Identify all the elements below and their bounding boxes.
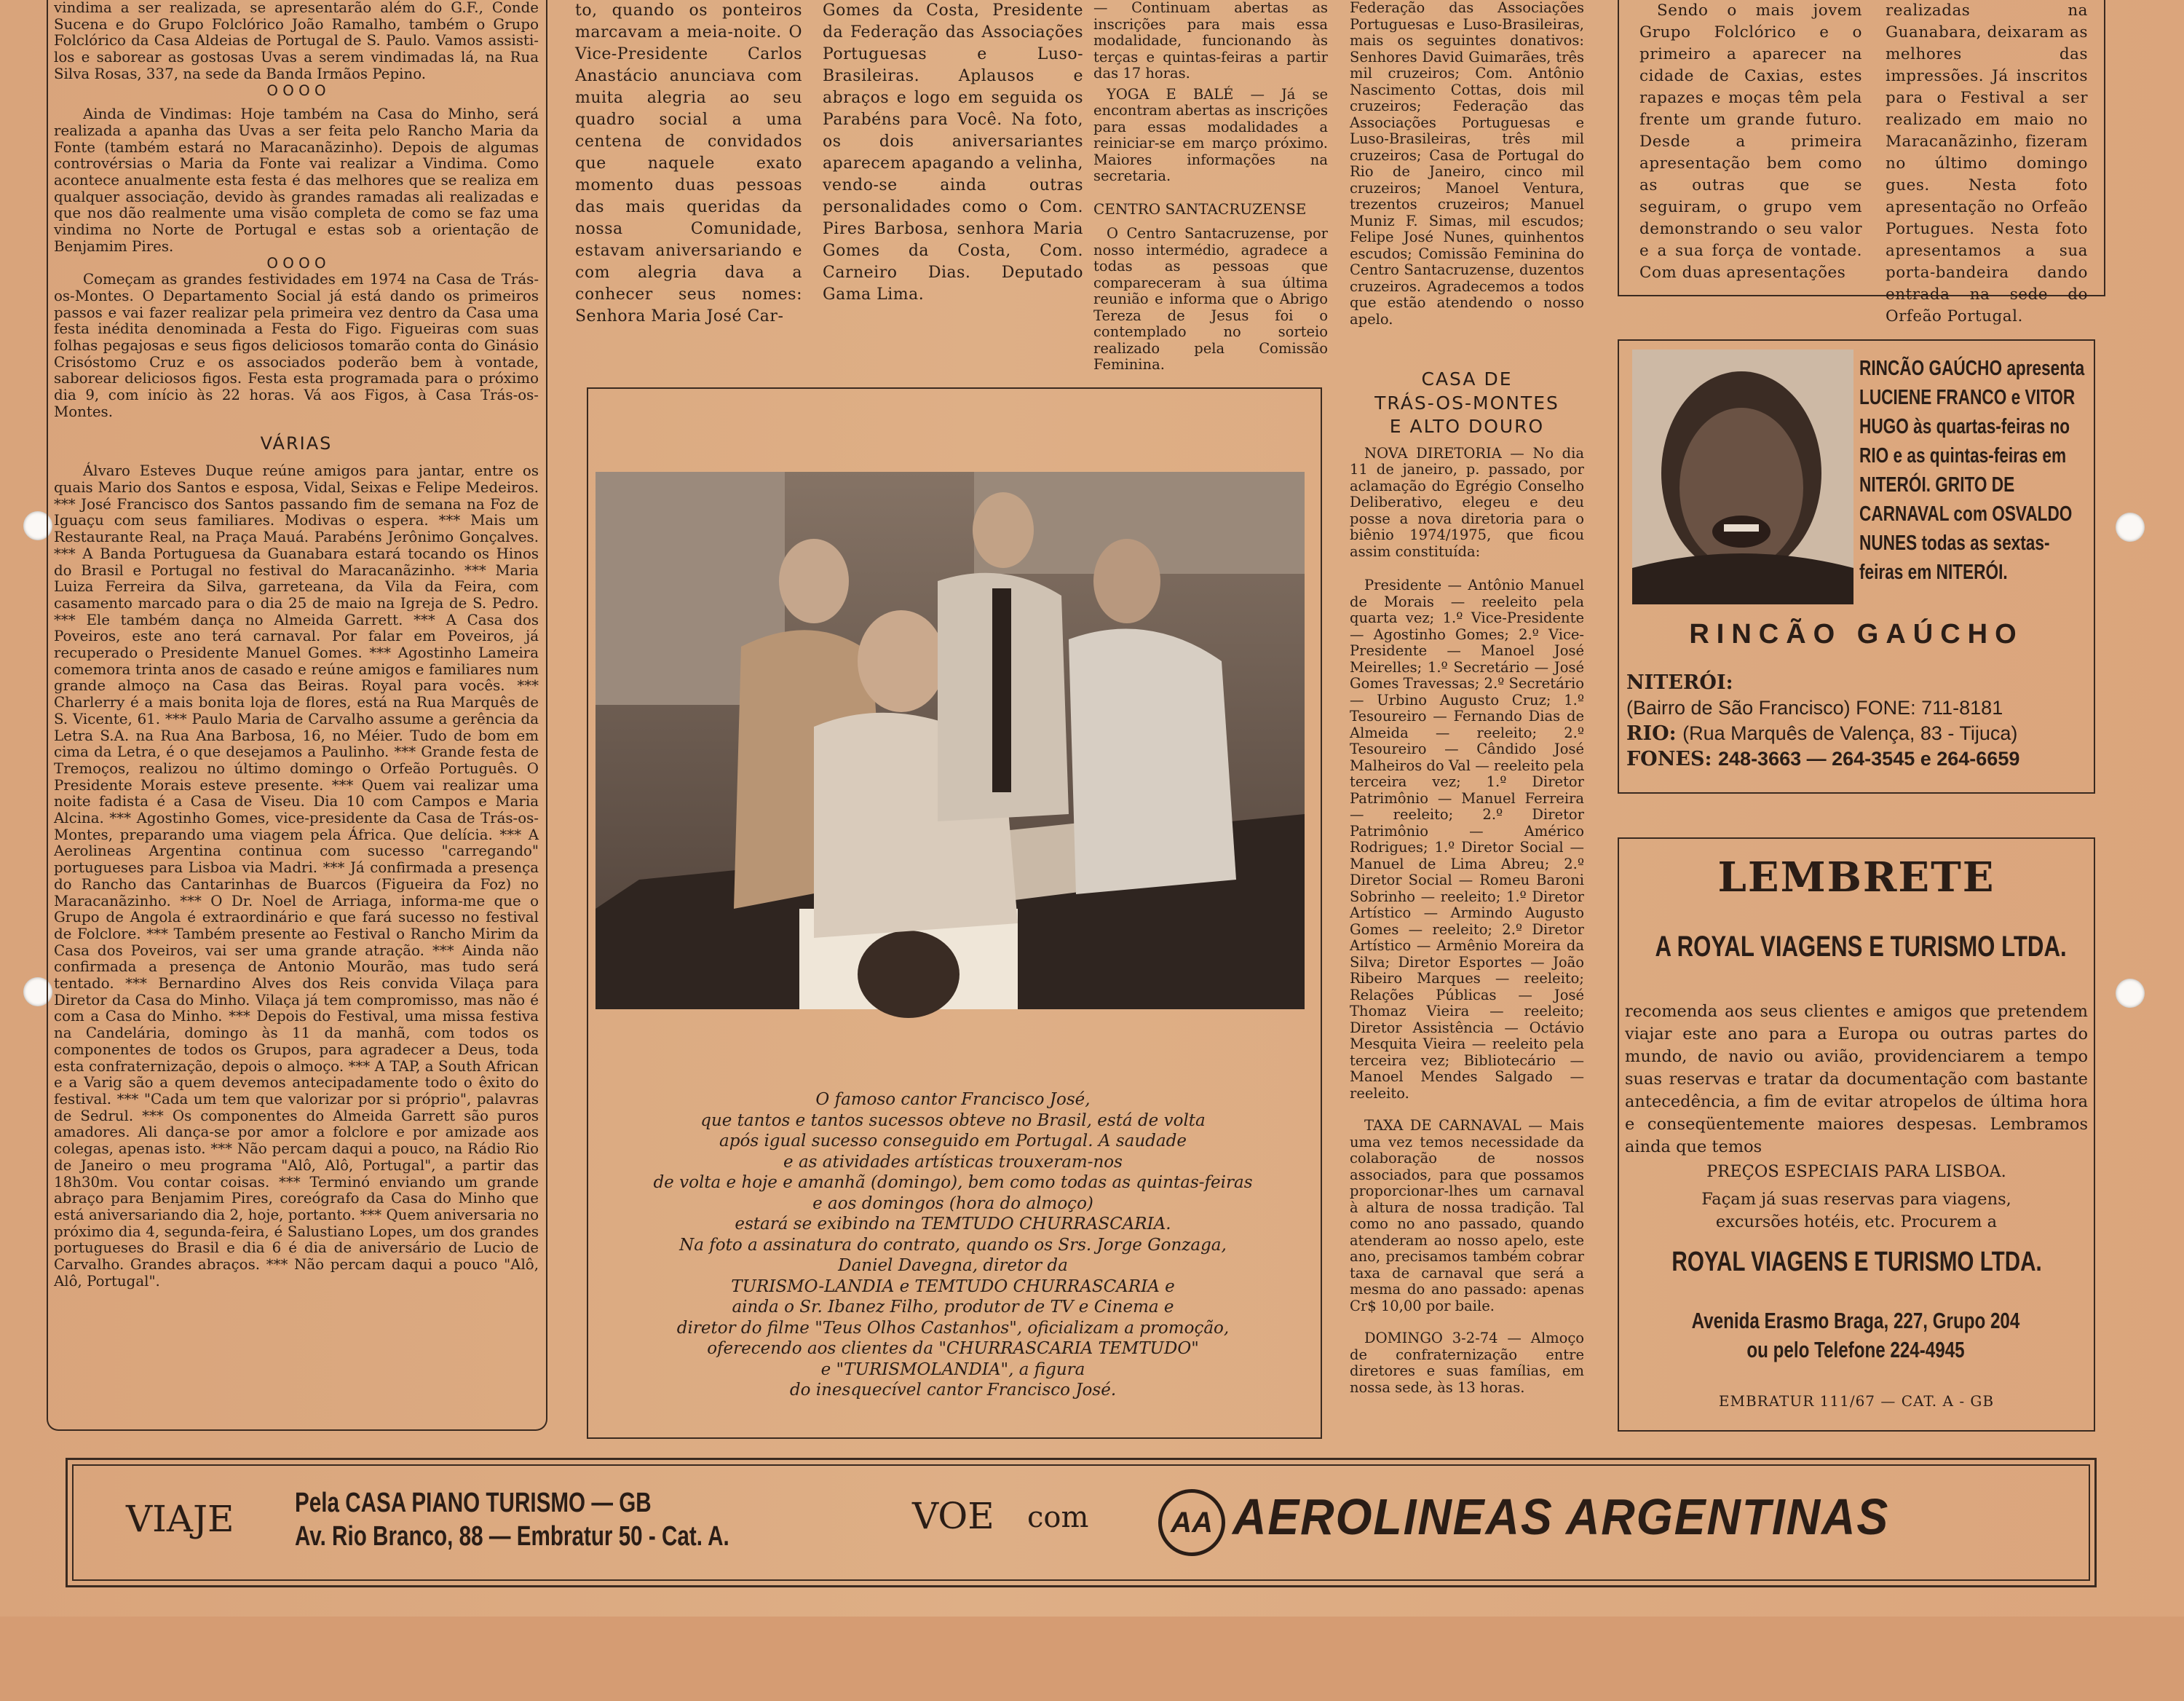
article-column-1	[54, 0, 539, 1405]
paragraph: realizadas na Guanabara, deixaram as melhores das impressões. Já inscritos para o Festival a ser realizado em maio no Maracanãzinho, fizeram no último domingo gues. Nesta foto apresentação no Orfeão Portugues. Nesta foto apresentamos a sua porta-bandeira dando entrada na sede do Orfeão Portugal.	[1886, 1, 2088, 325]
address-line-1: Avenida Erasmo Braga, 227, Grupo 204	[1691, 1308, 2020, 1333]
section-heading: CENTRO SANTACRUZENSE	[1093, 200, 1307, 218]
caption-line: diretor do filme "Teus Olhos Castanhos", oficializam a promoção,	[676, 1318, 1230, 1338]
special-prices: PREÇOS ESPECIAIS PARA LISBOA.	[1706, 1162, 2006, 1181]
section-heading: CASA DE	[1421, 368, 1513, 390]
section-heading: TRÁS-OS-MONTES	[1374, 392, 1559, 414]
article-column-3	[823, 0, 1083, 342]
photo-image	[596, 472, 1305, 1009]
promo-text: RINCÃO GAÚCHO apresenta LUCIENE FRANCO e VITOR HUGO às quartas-feiras no RIO e as quintas-feiras em NITERÓI. GRITO DE CARNAVAL com OSVALDO NUNES todas as sextas-feiras em NITERÓI.	[1859, 357, 2085, 584]
caption-line: O famoso cantor Francisco José,	[815, 1090, 1091, 1109]
niteroi-label: NITERÓI:	[1626, 671, 1733, 694]
caption-line: ainda o Sr. Ibanez Filho, produtor de TV e Cinema e	[732, 1298, 1174, 1317]
caption-line: Daniel Davegna, diretor da	[838, 1256, 1068, 1275]
caption-line: após igual sucesso conseguido em Portugal. A saudade	[719, 1132, 1187, 1151]
paragraph: Sendo o mais jovem Grupo Folclórico e o primeiro a aparecer na cidade de Caxias, estes rapazes e moças têm pela frente um grande futuro. Desde a primeira apresentação bem como as outras que se seguiram, o grupo vem demonstrando o seu valor e a sua força de vontade. Com duas apresentações	[1639, 1, 1862, 282]
com-label: com	[1027, 1501, 1089, 1534]
paragraph: Álvaro Esteves Duque reúne amigos para jantar, entre os quais Mario dos Santos e esposa, Vidal, Seixas e Felipe Medeiros. *** José Francisco dos Santos passando fim de semana na Foz de Iguaçu com seus familiares. Modivas o espera. *** Mais um Restaurante Real, na Praça Mauá. Parabéns Jerônimo Gonçalves. *** A Banda Portuguesa da Guanabara estará tocando os Hinos do Brasil e Portugal no festival do Maracanãzinho. *** Maria Luiza Ferreira da Silva, garreteana, da Vila da Feira, com casamento marcado para o dia 25 de maio na Igreja de S. Pedro. *** Ele também dança no Almeida Garrett. *** A Casa dos Poveiros, este ano terá carnaval. Por falar em Poveiros, já recuperado o Presidente Manuel Gomes. *** Agostinho Lameira comemora trinta anos de casado e reúne amigos e familiares num grande almoço na Casa das Beiras. Royal para vocês. *** Charlerry é a mais bonita loja de flores, está na Rua Marquês de S. Vicente, 61. *** Paulo Maria de Carvalho assume a gerência da Letra S.A. na Rua Ana Barbosa, 16, no Méier. Tudo de bom em cima da Letra, é o que desejamos a Paulinho. *** Grande festa de Tremoços, realizou no último domingo o Orfeão Português. O Presidente Morais esteve presente. *** Quem vai realizar uma noite fadista é a Casa de Viseu. Dia 10 com Campos e Maria Alcina. *** Agostinho Gomes, vice-presidente da Casa de Trás-os-Montes, preparando uma viagem pela África. Que delícia. *** A Aerolineas Argentina continua com sucesso "carregando" portugueses para Lisboa via Madri. *** Já confirmada a presença do Rancho das Cantarinhas de Buarcos (Figueira da Foz) no Maracanãzinho. *** O Dr. Noel de Arriaga, informa-me que o Grupo de Angola é extraordinário e que fará sucesso no festival de Folclore. *** Também presente ao Festival o Rancho Mirim da Casa dos Poveiros, vai ser uma grande atração. *** Ainda não confirmada a presença de Antonio Mourão, mas tudo será tentado. *** Bernardino Alves dos Reis convida Vilaça para Diretor da Casa do Minho. Vilaça já tem compromisso, mas não é com a Casa do Minho. *** Depois do Festival, uma missa festiva na Candelária, domingo às 11 da manhã, com todos os componentes de todos os Grupos, para agradecer a Deus, toda esta confraternização, depois o almoço. *** A TAP, a South African e a Varig são a quem devemos antecipadamente todo o êxito do festival. *** "Cada um tem que valorizar por si próprio", palavras de Sedrul. *** Os componentes do Almeida Garrett são puros amadores. Ali dança-se por amor a folclore e por amizade aos colegas, apenas isto. *** Não percam daqui a pouco, na Rádio Rio de Janeiro o meu programa "Alô, Alô, Portugal", a partir das 18h30m. Vou contar coisas. *** Terminó enviando um grande abraço para Benjamim Pires, coreógrafo da Casa do Minho que está aniversariando dia 2, hoje, portanto. *** Quem aniversaria no próximo dia 4, segunda-feira, é Salustiano Lopes, um dos grandes portugueses do Brasil e dia 6 é dia de aniversário de Lucio de Carvalho. Grandes abraços. *** Não percam daqui a pouco "Alô, Alô, Portugal".	[54, 462, 539, 1290]
photo-caption	[596, 1089, 1310, 1401]
paragraph: Federação das Associações Portuguesas e Luso-Brasileiras, mais os seguintes donativos: Senhores David Guimarães, três mil cruzeiros; Com. Antônio Nascimento Cottas, dois mil cruzeiros; Federação das Associações Portuguesas e Luso-Brasileiras, três mil cruzeiros; Casa de Portugal do Rio de Janeiro, cinco mil cruzeiros; Manoel Ventura, trezentos cruzeiros; Manuel Muniz F. Simas, mil escudos; Felipe José Nunes, quinhentos escudos; Comissão Feminina do Centro Santacruzense, duzentos cruzeiros. Agradecemos a todos que estão atendendo o nosso apelo.	[1350, 0, 1584, 328]
company-name-2: ROYAL VIAGENS E TURISMO LTDA.	[1671, 1247, 2042, 1277]
ad-royal-viagens	[1618, 837, 2095, 1432]
voe-label: VOE	[912, 1495, 994, 1537]
ad-body: recomenda aos seus clientes e amigos que pretendem viajar este ano para a Europa ou outras partes do mundo, de navio ou avião, providenciarem a tempo suas reservas e tratar da documentação com bastante antecedência, a fim de evitar atropelos de última hora e conseqüentemente maiores despesas. Lembramos ainda que temos	[1625, 1002, 2088, 1156]
binder-hole	[2116, 979, 2145, 1008]
binder-hole	[2116, 513, 2145, 542]
article-column-7	[1886, 0, 2088, 325]
airline-name: AEROLINEAS ARGENTINAS	[1233, 1488, 1890, 1545]
paragraph: YOGA E BALÉ — Já se encontram abertas as inscrições para essas modalidades a reiniciar-se em março próximo. Maiores informações na secretaria.	[1093, 85, 1328, 184]
paragraph: vindima a ser realizada, se apresentarão além do G.F., Conde Sucena e do Grupo Folclórico João Ramalho, também o Grupo Folclórico da Casa Aldeias de Portugal de S. Paulo. Vamos assisti-los e saborear as gostosas Uvas a serem vindimadas lá, na Rua Silva Rosas, 337, na sede da Banda Irmãos Pepino.	[54, 0, 539, 82]
article-column-4	[1093, 0, 1328, 373]
separator: O O O O	[266, 82, 326, 99]
paragraph: NOVA DIRETORIA — No dia 11 de janeiro, p. passado, por aclamação do Egrégio Conselho Deliberativo, elegeu e deu posse a nova diretoria para o biênio 1974/1975, que ficou assim constituída:	[1350, 444, 1584, 560]
paragraph: Gomes da Costa, Presidente da Federação das Associações Portuguesas e Luso-Brasileiras. Aplausos e abraços e logo em seguida os Parabéns para Você. Na foto, os dois aniversariantes aparecem apagando a velinha, vendo-se ainda outras personalidades como o Com. Pires Barbosa, senhora Maria Gomes da Costa, Com. Carneiro Dias. Deputado Gama Lima.	[823, 1, 1083, 304]
article-column-6	[1639, 0, 1862, 285]
ad-body-2: Façam já suas reservas para viagens, excursões hotéis, etc. Procurem a	[1701, 1190, 2011, 1231]
agency-line-2: Av. Rio Branco, 88 — Embratur 50 - Cat. A.	[295, 1521, 729, 1552]
aerolineas-logo-icon: AA	[1158, 1489, 1225, 1556]
paragraph: TAXA DE CARNAVAL — Mais uma vez temos necessidade da colaboração de nossos associados, para que possamos proporcionar-lhes um carnaval à altura de nossa tradição. Tal como no ano passado, quando atenderam ao nosso apelo, este ano, precisamos também cobrar taxa de carnaval que será a mesma do ano passado: apenas Cr$ 10,00 por baile.	[1350, 1117, 1584, 1314]
company-name: A ROYAL VIAGENS E TURISMO LTDA.	[1655, 931, 2067, 963]
caption-line: do inesquecível cantor Francisco José.	[789, 1381, 1117, 1400]
caption-line: oferecendo aos clientes da "CHURRASCARIA TEMTUDO"	[707, 1339, 1199, 1358]
paragraph: DOMINGO 3-2-74 — Almoço de confraternização entre diretores e suas famílias, em nossa sede, às 13 horas.	[1350, 1330, 1584, 1396]
article-column-5	[1350, 0, 1584, 1442]
caption-line: de volta e hoje e amanhã (domingo), bem como todas as quintas-feiras	[653, 1173, 1253, 1192]
contact-block	[1626, 670, 2092, 772]
section-heading: E ALTO DOURO	[1389, 416, 1545, 437]
caption-line: e "TURISMOLANDIA", a figura	[820, 1359, 1085, 1379]
paragraph: — Continuam abertas as inscrições para mais essa modalidade, funcionando às terças e quintas-feiras a partir das 17 horas.	[1093, 0, 1328, 82]
rio-label: RIO:	[1626, 722, 1677, 745]
paragraph: Ainda de Vindimas: Hoje também na Casa do Minho, será realizada a apanha das Uvas a ser feita pelo Rancho Maria da Fonte (também estará no Maracanãzinho). Depois de algumas controvérsias o Maria da Fonte vai realizar a Vindima. Como acontece anualmente esta festa é das melhores que se realiza em qualquer associação, devido às grandes ramadas ali realizadas e que nos dão realmente uma visão completa de como se faz uma vindima no Norte de Portugal e estas sob a orientação de Benjamim Pires.	[54, 106, 539, 255]
ad-title: LEMBRETE	[1717, 853, 1995, 901]
rio-address: (Rua Marquês de Valença, 83 - Tijuca)	[1682, 722, 2018, 744]
section-heading: VÁRIAS	[260, 433, 333, 454]
caption-line: e aos domingos (hora do almoço)	[812, 1193, 1093, 1213]
article-column-2	[575, 0, 802, 342]
fones-label: FONES:	[1626, 748, 1712, 770]
viaje-label: VIAJE	[126, 1498, 234, 1540]
ad-aerolineas-argentinas	[66, 1458, 2097, 1587]
address-block	[1657, 1306, 2054, 1365]
caption-line: e as atividades artísticas trouxeram-nos	[783, 1152, 1123, 1172]
separator: O O O O	[266, 254, 326, 272]
singer-image	[1632, 350, 1853, 604]
agency-info	[295, 1486, 729, 1553]
embratur-note: EMBRATUR 111/67 — CAT. A - GB	[1718, 1392, 1995, 1410]
contract-signing-photo	[596, 472, 1305, 1009]
paragraph: to, quando os ponteiros marcavam a meia-noite. O Vice-Presidente Carlos Anastácio anunciava com muita alegria ao seu quadro social a uma centena de convidados que naquele exato momento duas pessoas das mais queridas da nossa Comunidade, estavam aniversariando e com alegria dava a conhecer seus nomes: Senhora Maria José Car-	[575, 1, 802, 325]
agency-line-1: Pela CASA PIANO TURISMO — GB	[295, 1488, 652, 1518]
brand-name: RINCÃO GAÚCHO	[1689, 619, 2024, 650]
niteroi-address: (Bairro de São Francisco) FONE: 711-8181	[1626, 697, 2003, 719]
paragraph: Começam as grandes festividades em 1974 na Casa de Trás-os-Montes. O Departamento Social já está dando os primeiros passos e vai fazer realizar pela primeira vez dentro da Casa uma festa inédita denominada a Festa do Figo. Figueiras com suas folhas pegajosas e seus figos deliciosos tomarão conta do Ginásio Crisóstomo Cruz e os associados poderão bem à vontade, saborear deliciosos figos. Festa esta programada para o próximo dia 9, com início às 22 horas. Vá aos Figos, à Casa Trás-os-Montes.	[54, 271, 539, 420]
caption-line: TURISMO-LANDIA e TEMTUDO CHURRASCARIA e	[731, 1276, 1175, 1296]
paragraph: O Centro Santacruzense, por nosso intermédio, agradece a todas as pessoas que compareceram à sua última reunião e informa que o Abrigo Tereza de Jesus foi o contemplado no sorteio realizado pela Comissão Feminina.	[1093, 225, 1328, 373]
paragraph: Presidente — Antônio Manuel de Morais — reeleito pela quarta vez; 1.º Vice-Presidente — Agostinho Gomes; 2.º Vice-Presidente — Manoel José Meirelles; 1.º Secretário — José Gomes Travessas; 2.º Secretário — Urbino Augusto Cruz; 1.º Tesoureiro — Fernando Dias de Almeida — reeleito; 2.º Tesoureiro — Cândido José Malheiros do Val — reeleito pela terceira vez; 1.º Diretor Patrimônio — Manuel Ferreira — reeleito; 2.º Diretor Patrimônio — Américo Rodrigues; 1.º Diretor Social — Manuel de Lima Abreu; 2.º Diretor Social — Romeu Baroni Sobrinho — reeleito; 1.º Diretor Artístico — Armindo Augusto Gomes — reeleito; 2.º Diretor Artístico — Armênio Moreira da Silva; Diretor Esportes — João Ribeiro Marques — reeleito; Relações Públicas — José Thomaz Vieira — reeleito; Diretor Assistência — Octávio Mesquita Vieira — reeleito pela terceira vez; Bibliotecário — Manoel Mendes Salgado — reeleito.	[1350, 577, 1584, 1102]
ad-rincao-gaucho	[1618, 339, 2095, 794]
address-line-2: ou pelo Telefone 224-4945	[1746, 1337, 1965, 1362]
phone-numbers: 248-3663 — 264-3545 e 264-6659	[1718, 748, 2020, 770]
page-bottom-edge	[0, 1617, 2184, 1701]
singer-photo	[1632, 350, 1853, 604]
caption-line: que tantos e tantos sucessos obteve no Brasil, está de volta	[700, 1110, 1206, 1130]
caption-line: Na foto a assinatura do contrato, quando os Srs. Jorge Gonzaga,	[679, 1235, 1227, 1255]
caption-line: estará se exibindo na TEMTUDO CHURRASCARIA.	[735, 1215, 1171, 1234]
